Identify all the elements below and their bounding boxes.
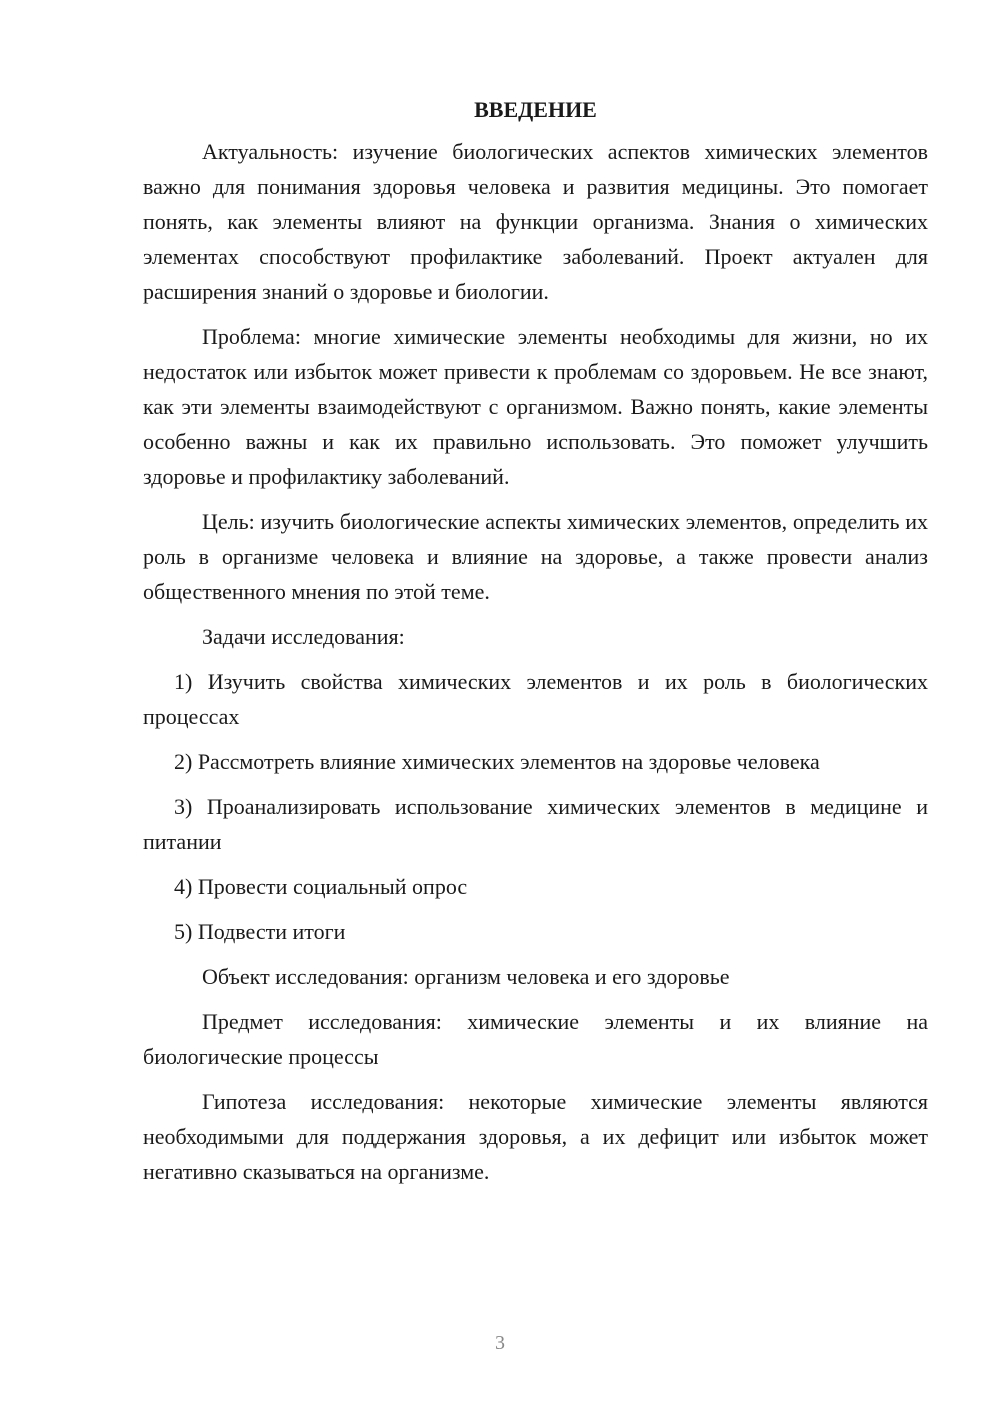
task-item-2: 2) Рассмотреть влияние химических элементов на здоровье человека: [174, 749, 820, 774]
tasks-heading: Задачи исследования:: [202, 624, 405, 649]
section-heading: ВВЕДЕНИЕ: [474, 97, 597, 122]
task-item-1: 1) Изучить свойства химических элементов и их роль в биологических процессах: [143, 669, 928, 729]
object-paragraph: Объект исследования: организм человека и его здоровье: [202, 964, 730, 989]
subject-paragraph: Предмет исследования: химические элементы и их влияние на биологические процессы: [143, 1009, 928, 1069]
relevance-paragraph: Актуальность: изучение биологических аспектов химических элементов важно для понимания здоровья человека и развития медицины. Это помогает понять, как элементы влияют на функции организма. Знания о химических элементах способствуют профилактике заболеваний. Проект актуален для расширения знаний о здоровье и биологии.: [143, 139, 928, 304]
task-item-4: 4) Провести социальный опрос: [174, 874, 468, 899]
page-number: 3: [495, 1332, 505, 1354]
problem-paragraph: Проблема: многие химические элементы необходимы для жизни, но их недостаток или избыток может привести к проблемам со здоровьем. Не все знают, как эти элементы взаимодействуют с организмом. Важно понять, какие элементы особенно важны и как их правильно использовать. Это поможет улучшить здоровье и профилактику заболеваний.: [143, 324, 928, 489]
task-item-5: 5) Подвести итоги: [174, 919, 346, 944]
document-page: [143, 92, 928, 1189]
task-item-3: 3) Проанализировать использование химических элементов в медицине и питании: [143, 794, 928, 854]
goal-paragraph: Цель: изучить биологические аспекты химических элементов, определить их роль в организме человека и влияние на здоровье, а также провести анализ общественного мнения по этой теме.: [143, 509, 928, 604]
hypothesis-paragraph: Гипотеза исследования: некоторые химические элементы являются необходимыми для поддержания здоровья, а их дефицит или избыток может негативно сказываться на организме.: [143, 1089, 928, 1184]
